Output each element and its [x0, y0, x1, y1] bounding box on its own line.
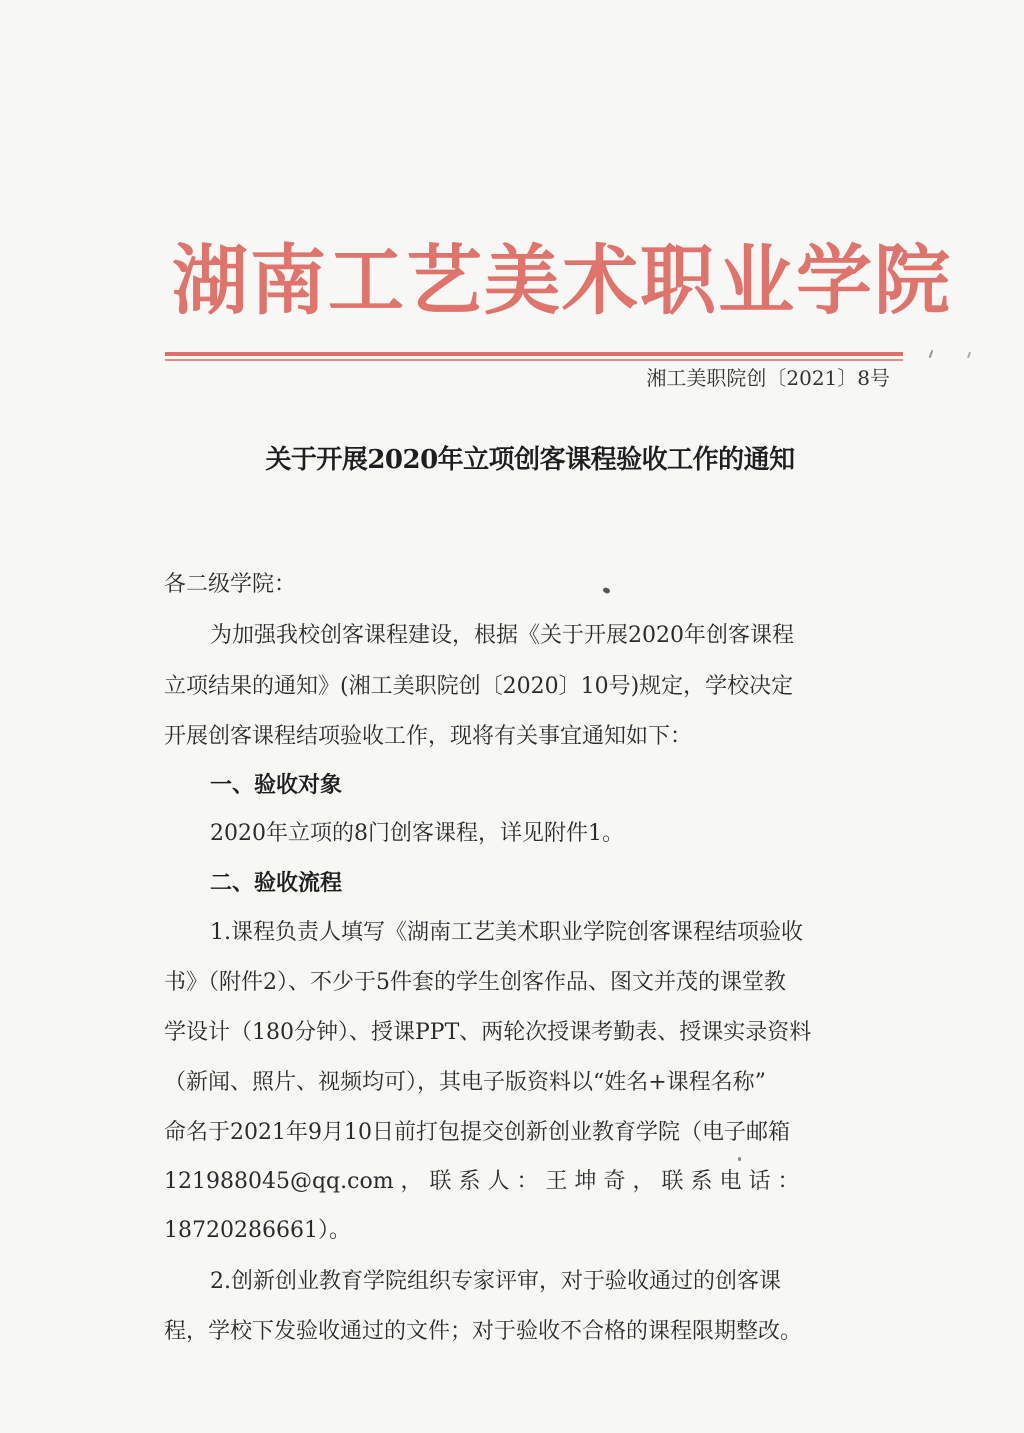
scan-mark	[929, 350, 934, 358]
scan-mark	[738, 1157, 741, 1161]
institution-masthead: 湖南工艺美术职业学院	[172, 236, 952, 325]
masthead-rule-thin	[165, 359, 903, 361]
section-2-heading: 二、验收流程	[210, 870, 343, 896]
item-1-line-6: 121988045@qq.com ， 联 系 人 ： 王 坤 奇 ， 联 系 电 话 ：	[164, 1169, 800, 1194]
item-1-line-1: 1.课程负责人填写《湖南工艺美术职业学院创客课程结项验收	[210, 920, 803, 945]
section-1-heading: 一、验收对象	[210, 772, 343, 798]
item-1-line-2: 书》（附件2）、不少于5件套的学生创客作品、图文并茂的课堂教	[164, 970, 786, 995]
item-2-line-2: 程，学校下发验收通过的文件；对于验收不合格的课程限期整改。	[164, 1319, 803, 1344]
intro-line-2: 立项结果的通知》(湘工美职院创〔2020〕10号)规定，学校决定	[164, 674, 794, 699]
section-1-text: 2020年立项的8门创客课程，详见附件1。	[210, 821, 624, 846]
item-1-line-7: 18720286661）。	[164, 1218, 351, 1243]
masthead-rule-thick	[165, 352, 903, 356]
item-1-line-5: 命名于2021年9月10日前打包提交创新创业教育学院（电子邮箱	[164, 1120, 790, 1145]
document-number: 湘工美职院创〔2021〕8号	[646, 366, 890, 390]
salutation: 各二级学院：	[164, 572, 297, 597]
item-2-line-1: 2.创新创业教育学院组织专家评审，对于验收通过的创客课	[210, 1269, 781, 1294]
intro-line-1: 为加强我校创客课程建设，根据《关于开展2020年创客课程	[210, 623, 794, 648]
document-title: 关于开展2020年立项创客课程验收工作的通知	[265, 445, 795, 475]
scan-mark	[967, 352, 971, 358]
intro-line-3: 开展创客课程结项验收工作，现将有关事宜通知如下：	[164, 724, 693, 749]
item-1-line-3: 学设计（180分钟）、授课PPT、两轮次授课考勤表、授课实录资料	[164, 1020, 812, 1045]
item-1-line-4: （新闻、照片、视频均可），其电子版资料以“姓名+课程名称”	[164, 1070, 766, 1095]
scan-speck	[602, 587, 610, 594]
